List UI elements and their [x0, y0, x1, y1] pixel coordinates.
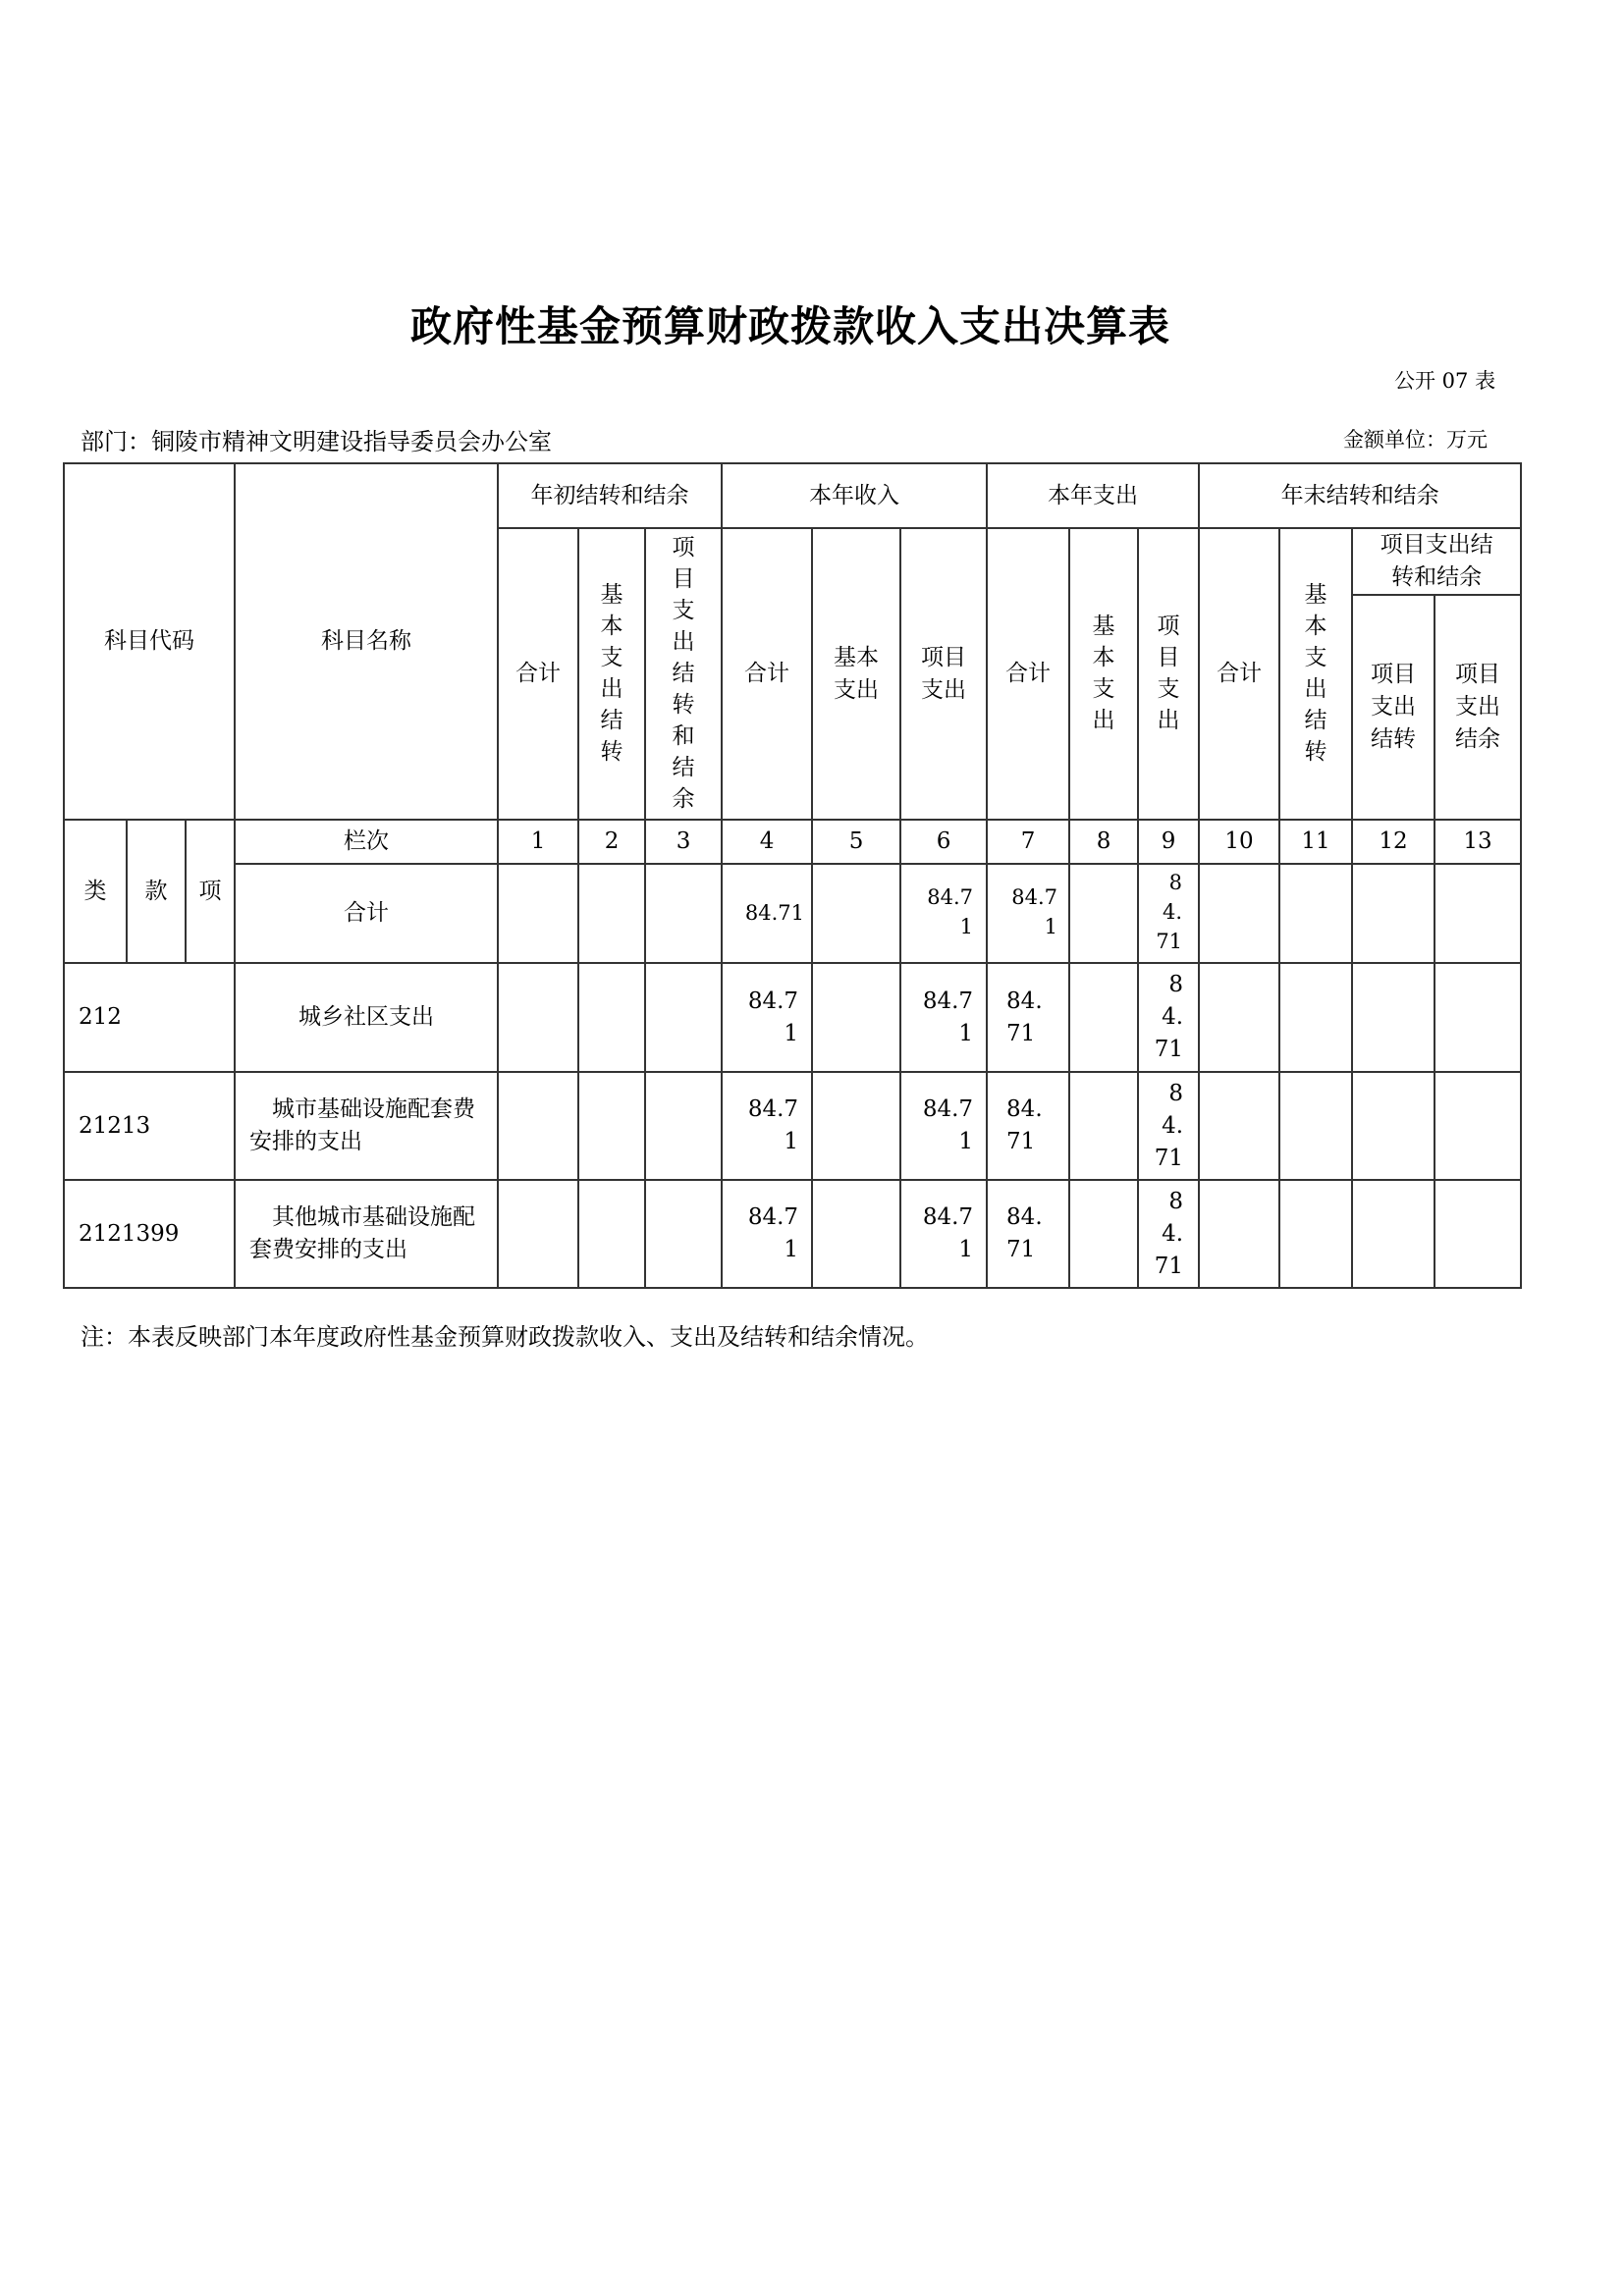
cell — [1069, 1072, 1138, 1180]
col-num: 5 — [812, 820, 900, 864]
cell — [1435, 1072, 1521, 1180]
row-income-total: 84.71 — [722, 1072, 812, 1180]
cell — [1279, 864, 1352, 963]
header-start-basic: 基本支出结转 — [578, 528, 645, 820]
header-lei: 类 — [65, 821, 127, 962]
col-num: 13 — [1435, 820, 1521, 864]
cell — [1069, 864, 1138, 963]
lei-kuan-xiang-cell — [64, 820, 235, 963]
row-income-project: 84.71 — [900, 1180, 987, 1288]
cell — [645, 963, 722, 1072]
row-code: 2121399 — [64, 1180, 235, 1288]
header-group-income: 本年收入 — [722, 463, 987, 528]
table-row — [64, 963, 1521, 1072]
col-num: 10 — [1199, 820, 1279, 864]
cell — [578, 864, 645, 963]
cell — [1435, 864, 1521, 963]
total-income-project: 84.71 — [900, 864, 987, 963]
cell — [1069, 963, 1138, 1072]
cell — [1279, 1072, 1352, 1180]
table-row — [64, 1180, 1521, 1288]
cell — [1435, 1180, 1521, 1288]
col-num: 3 — [645, 820, 722, 864]
row-code: 212 — [64, 963, 235, 1072]
header-start-project: 项目支出结转和结余 — [645, 528, 722, 820]
cell — [498, 864, 578, 963]
header-expense-total: 合计 — [987, 528, 1069, 820]
row-income-total: 84.71 — [722, 963, 812, 1072]
total-expense-project: 84.71 — [1138, 864, 1199, 963]
cell — [812, 963, 900, 1072]
department-label: 部门：铜陵市精神文明建设指导委员会办公室 — [81, 428, 552, 455]
header-income-basic: 基本支出 — [812, 528, 900, 820]
col-num: 4 — [722, 820, 812, 864]
form-number: 公开 07 表 — [1394, 369, 1496, 393]
cell — [1352, 864, 1435, 963]
cell — [812, 1072, 900, 1180]
column-number-row — [64, 820, 1521, 864]
cell — [1199, 864, 1279, 963]
row-expense-total: 84.71 — [987, 963, 1069, 1072]
cell — [578, 1180, 645, 1288]
col-num: 1 — [498, 820, 578, 864]
row-income-project: 84.71 — [900, 1072, 987, 1180]
header-end-project-group: 项目支出结转和结余 — [1352, 528, 1521, 595]
table-row — [64, 1072, 1521, 1180]
total-income-total: 84.71 — [722, 864, 812, 963]
header-name: 科目名称 — [235, 463, 498, 820]
col-num: 12 — [1352, 820, 1435, 864]
row-income-project: 84.71 — [900, 963, 987, 1072]
cell — [578, 963, 645, 1072]
cell — [1352, 1180, 1435, 1288]
row-name: 城乡社区支出 — [235, 963, 498, 1072]
cell — [578, 1072, 645, 1180]
col-num: 6 — [900, 820, 987, 864]
header-end-total: 合计 — [1199, 528, 1279, 820]
header-start-total: 合计 — [498, 528, 578, 820]
row-expense-total: 84.71 — [987, 1180, 1069, 1288]
cell — [812, 864, 900, 963]
row-expense-project: 84.71 — [1138, 1180, 1199, 1288]
header-xiang: 项 — [198, 878, 222, 904]
cell — [645, 1072, 722, 1180]
total-row — [64, 864, 1521, 963]
header-income-total: 合计 — [722, 528, 812, 820]
col-num: 7 — [987, 820, 1069, 864]
cell — [1279, 1180, 1352, 1288]
header-code: 科目代码 — [64, 463, 235, 820]
col-num: 9 — [1138, 820, 1199, 864]
cell — [1279, 963, 1352, 1072]
cell — [645, 1180, 722, 1288]
table-note: 注：本表反映部门本年度政府性基金预算财政拨款收入、支出及结转和结余情况。 — [81, 1323, 929, 1351]
header-end-project-carry: 项目支出结转 — [1352, 595, 1435, 820]
col-num: 2 — [578, 820, 645, 864]
row-code: 21213 — [64, 1072, 235, 1180]
row-expense-project: 84.71 — [1138, 963, 1199, 1072]
cell — [1435, 963, 1521, 1072]
total-expense-total: 84.71 — [987, 864, 1069, 963]
total-row-name: 合计 — [235, 864, 498, 963]
column-label: 栏次 — [235, 820, 498, 864]
row-income-total: 84.71 — [722, 1180, 812, 1288]
header-kuan: 款 — [127, 821, 186, 962]
amount-unit: 金额单位：万元 — [1343, 428, 1488, 452]
col-num: 11 — [1279, 820, 1352, 864]
fund-budget-table — [63, 462, 1522, 1289]
col-num: 8 — [1069, 820, 1138, 864]
cell — [1199, 963, 1279, 1072]
row-name: 城市基础设施配套费安排的支出 — [235, 1072, 498, 1180]
header-end-project-surplus: 项目支出结余 — [1435, 595, 1521, 820]
cell — [1352, 1072, 1435, 1180]
cell — [498, 1180, 578, 1288]
header-expense-basic: 基本支出 — [1069, 528, 1138, 820]
cell — [812, 1180, 900, 1288]
page-title: 政府性基金预算财政拨款收入支出决算表 — [409, 302, 1170, 350]
cell — [1069, 1180, 1138, 1288]
cell — [645, 864, 722, 963]
row-expense-project: 84.71 — [1138, 1072, 1199, 1180]
header-end-basic: 基本支出结转 — [1279, 528, 1352, 820]
cell — [1199, 1072, 1279, 1180]
cell — [1352, 963, 1435, 1072]
header-group-end: 年末结转和结余 — [1199, 463, 1521, 528]
header-group-expense: 本年支出 — [987, 463, 1199, 528]
header-expense-project: 项目支出 — [1138, 528, 1199, 820]
header-income-project: 项目支出 — [900, 528, 987, 820]
cell — [498, 963, 578, 1072]
header-group-start: 年初结转和结余 — [498, 463, 722, 528]
row-name: 其他城市基础设施配套费安排的支出 — [235, 1180, 498, 1288]
cell — [1199, 1180, 1279, 1288]
row-expense-total: 84.71 — [987, 1072, 1069, 1180]
cell — [498, 1072, 578, 1180]
